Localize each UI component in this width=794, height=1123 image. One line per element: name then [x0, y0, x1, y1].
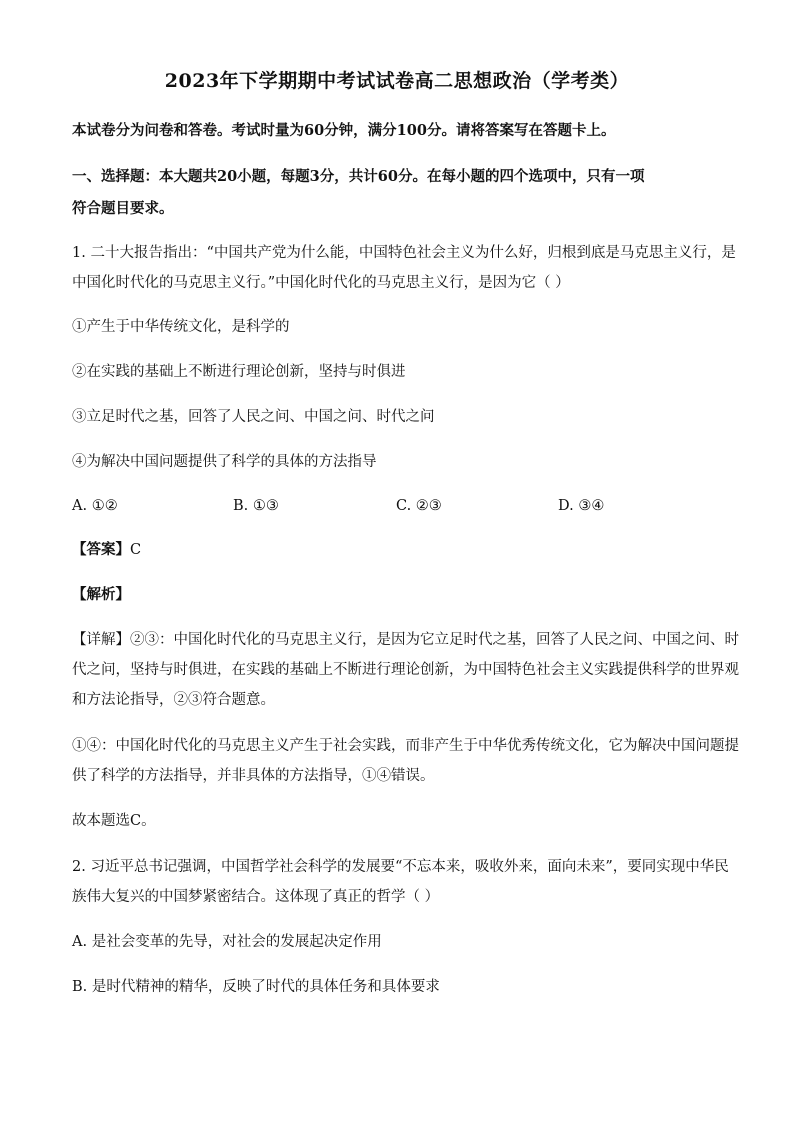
q1-statement-1: ①产生于中华传统文化，是科学的: [72, 319, 290, 335]
q1-stem-line2: 中国化时代化的马克思主义行。”中国化时代化的马克思主义行，是因为它（ ）: [72, 275, 570, 291]
q2-option-b: B. 是时代精神的精华，反映了时代的具体任务和具体要求: [72, 979, 440, 995]
answer-tag: 【答案】: [72, 541, 130, 558]
q1-statement-3: ③立足时代之基，回答了人民之问、中国之问、时代之问: [72, 409, 435, 425]
answer-value: C: [130, 542, 142, 558]
page-title: 2023年下学期期中考试试卷高二思想政治（学考类）: [164, 70, 630, 92]
q1-answer: [72, 539, 722, 561]
q1-conclusion: 故本题选C。: [72, 813, 156, 829]
q1-detail-line5: 供了科学的方法指导，并非具体的方法指导，①④错误。: [72, 768, 435, 784]
q1-detail-line3: 和方法论指导，②③符合题意。: [72, 692, 275, 708]
q1-option-d: D. ③④: [558, 498, 605, 514]
q2-stem-line1: 2. 习近平总书记强调，中国哲学社会科学的发展要“不忘本来，吸收外来，面向未来”，要同实现中华民: [72, 859, 729, 875]
q1-statement-2: ②在实践的基础上不断进行理论创新，坚持与时俱进: [72, 364, 406, 380]
exam-instructions: 本试卷分为问卷和答卷。考试时量为60分钟，满分100分。请将答案写在答题卡上。: [72, 122, 616, 139]
section-heading-line1: 一、选择题：本大题共20小题，每题3分，共计60分。在每小题的四个选项中，只有一项: [72, 168, 645, 185]
q1-option-a: A. ①②: [72, 498, 118, 514]
q1-detail-line1: 【详解】②③：中国化时代化的马克思主义行，是因为它立足时代之基，回答了人民之问、中国之问、时: [72, 632, 739, 648]
q1-option-b: B. ①③: [233, 498, 279, 514]
q1-option-c: C. ②③: [396, 498, 442, 514]
analysis-tag: 【解析】: [72, 586, 130, 603]
q2-stem-line2: 族伟大复兴的中国梦紧密结合。这体现了真正的哲学（ ）: [72, 889, 440, 905]
q1-detail-line4: ①④：中国化时代化的马克思主义产生于社会实践，而非产生于中华优秀传统文化，它为解决中国问题提: [72, 738, 739, 754]
q1-detail-line2: 代之问，坚持与时俱进，在实践的基础上不断进行理论创新，为中国特色社会主义实践提供科学的世界观: [72, 662, 739, 678]
section-heading-line2: 符合题目要求。: [72, 200, 174, 217]
q2-option-a: A. 是社会变革的先导，对社会的发展起决定作用: [72, 934, 382, 950]
q1-statement-4: ④为解决中国问题提供了科学的具体的方法指导: [72, 454, 377, 470]
q1-stem-line1: 1. 二十大报告指出：“中国共产党为什么能，中国特色社会主义为什么好，归根到底是马克思主义行，是: [72, 245, 736, 261]
